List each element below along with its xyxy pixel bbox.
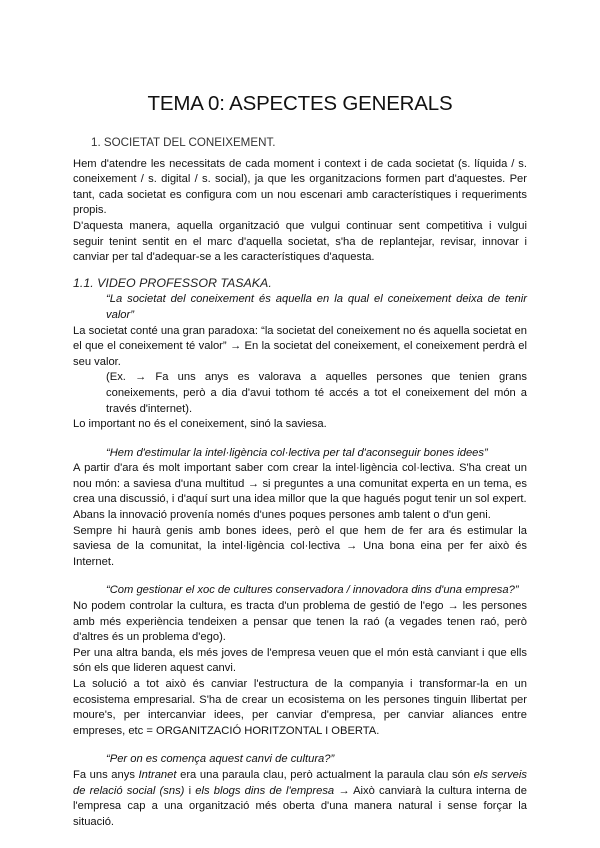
text-run-italic: els serveis de relació social (sns) xyxy=(73,768,527,797)
paragraph: Hem d'atendre les necessitats de cada moment i context i de cada societat (s. líquida / s. coneixement / s. digital / s. social), ja que les organitzacions formen part d'aquestes. Per tant, cada societat es configura com un nou escenari amb característiques i requeriments propis. xyxy=(73,157,527,217)
paragraph: Abans la innovació provenía només d'unes poques persones amb talent o d'un geni. xyxy=(73,509,491,522)
paragraph: Per una altra banda, els més joves de l'empresa veuen que el món està canviant i que ells són els que lideren aquest canvi. xyxy=(73,646,527,675)
document-body xyxy=(73,135,527,830)
paragraph: No podem controlar la cultura, es tracta d'un problema de gestió de l'ego → les persones amb més experiència tendeixen a pensar que tenen la raó (a vegades tenen raó, però d'altres és un problema d'ego). xyxy=(73,600,527,644)
quote: “Hem d'estimular la intel·ligència col·lectiva per tal d'aconseguir bones idees” xyxy=(106,446,488,459)
paragraph: Lo important no és el coneixement, sinó la saviesa. xyxy=(73,418,327,431)
quote: “Per on es comença aquest canvi de cultura?” xyxy=(106,753,335,766)
text-run: era una paraula clau, però actualment la paraula clau són xyxy=(176,768,474,781)
paragraph: D'aquesta manera, aquella organització que vulgui continuar sent competitiva i vulgui seguir tenint sentit en el marc d'aquella societat, s'ha de replantejar, revisar, innovar i canviar per tal d'adequar-se a les característiques d'aquesta. xyxy=(73,219,527,264)
text-run: Fa uns anys xyxy=(73,768,139,781)
example-paragraph: (Ex. → Fa uns anys es valorava a aquelles persones que tenien grans coneixements, però a dia d'avui tothom té accés a tot el coneixement del món a través d'internet). xyxy=(106,371,527,415)
paragraph: A partir d'ara és molt important saber com crear la intel·ligència col·lectiva. S'ha creat un nou món: a saviesa d'una multitud → si preguntes a una comunitat experta en un tema, es crea una discussió, i d'aquí surt una idea millor que la que hagués pogut tenir un sol expert. xyxy=(73,462,527,506)
quote: “Com gestionar el xoc de cultures conservadora / innovadora dins d'una empresa?” xyxy=(106,584,519,597)
text-run: → Això canviarà la cultura interna de l'empresa cap a una organització més oberta d'una manera natural i sense forçar la situació. xyxy=(73,784,527,828)
paragraph: La solució a tot això és canviar l'estructura de la companyia i transformar-la en un ecosistema empresarial. S'ha de crear un ecosistema on les persones tinguin llibertat per moure's, per intercanviar idees, per canviar d'empresa, per canviar aliances entre empreses, etc = ORGANITZACIÓ HORITZONTAL I OBERTA. xyxy=(73,678,527,737)
text-run: i xyxy=(184,784,196,797)
paragraph xyxy=(73,768,527,830)
text-run-italic: Intranet xyxy=(138,768,177,781)
quote: “La societat del coneixement és aquella en la qual el coneixement deixa de tenir valor” xyxy=(106,293,527,321)
text-run-italic: els blogs dins de l'empresa xyxy=(195,784,335,797)
document-title: TEMA 0: ASPECTES GENERALS xyxy=(147,92,453,115)
subsection-heading: 1.1. VIDEO PROFESSOR TASAKA. xyxy=(73,275,272,290)
section-heading: 1. SOCIETAT DEL CONEIXEMENT. xyxy=(91,136,276,149)
paragraph: Sempre hi haurà genis amb bones idees, però el que hem de fer ara és estimular la saviesa de la comunitat, la intel·ligència col·lectiva → Una bona eina per fer això és Internet. xyxy=(73,524,527,568)
paragraph: La societat conté una gran paradoxa: “la societat del coneixement no és aquella societat en el que el coneixement té valor” → En la societat del coneixement, el coneixement perdrà el seu valor. xyxy=(73,324,527,368)
